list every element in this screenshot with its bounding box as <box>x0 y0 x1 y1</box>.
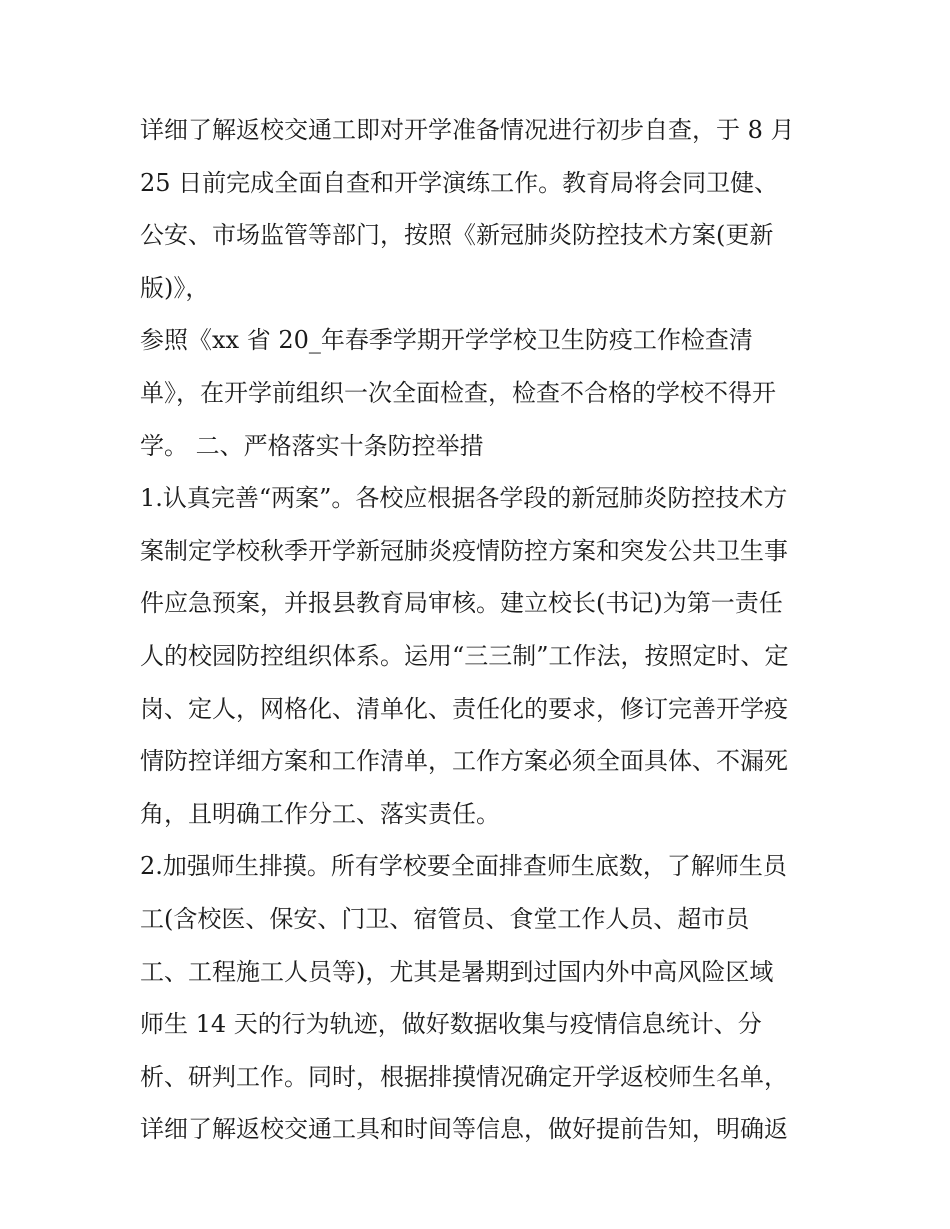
text-line: 件应急预案，并报县教育局审核。建立校长(书记)为第一责任 <box>140 589 783 618</box>
text-line: 师生 14 天的行为轨迹，做好数据收集与疫情信息统计、分 <box>140 1010 762 1039</box>
text-line: 单》，在开学前组织一次全面检查，检查不合格的学校不得开 <box>140 378 776 407</box>
text-line: 岗、定人，网格化、清单化、责任化的要求，修订完善开学疫 <box>140 694 788 723</box>
text-line: 人的校园防控组织体系。运用“三三制”工作法，按照定时、定 <box>140 641 789 670</box>
text-line: 工、工程施工人员等)，尤其是暑期到过国内外中高风险区域 <box>140 957 774 986</box>
text-line: 详细了解返校交通工即对开学准备情况进行初步自查，于 8 月 <box>140 116 795 144</box>
text-line: 析、研判工作。同时，根据排摸情况确定开学返校师生名单， <box>140 1062 788 1091</box>
text-line: 2.加强师生排摸。所有学校要全面排查师生底数，了解师生员 <box>140 852 787 881</box>
document-body <box>140 108 820 1160</box>
text-line: 工(含校医、保安、门卫、宿管员、食堂工作人员、超市员 <box>140 904 750 933</box>
text-line: 情防控详细方案和工作清单，工作方案必须全面具体、不漏死 <box>140 747 788 776</box>
text-line: 25 日前完成全面自查和开学演练工作。教育局将会同卫健、 <box>140 168 779 197</box>
text-line: 版)》， <box>140 273 210 302</box>
text-line: 角，且明确工作分工、落实责任。 <box>140 799 500 828</box>
text-line: 1.认真完善“两案”。各校应根据各学段的新冠肺炎防控技术方 <box>140 484 788 513</box>
section-heading-line: 学。 二、严格落实十条防控举措 <box>140 431 484 460</box>
text-line: 案制定学校秋季开学新冠肺炎疫情防控方案和突发公共卫生事 <box>140 536 788 565</box>
text-line: 参照《xx 省 20_年春季学期开学学校卫生防疫工作检查清 <box>140 326 753 355</box>
text-line: 公安、市场监管等部门，按照《新冠肺炎防控技术方案(更新 <box>140 221 774 250</box>
text-line: 详细了解返校交通工具和时间等信息，做好提前告知，明确返 <box>140 1115 788 1144</box>
